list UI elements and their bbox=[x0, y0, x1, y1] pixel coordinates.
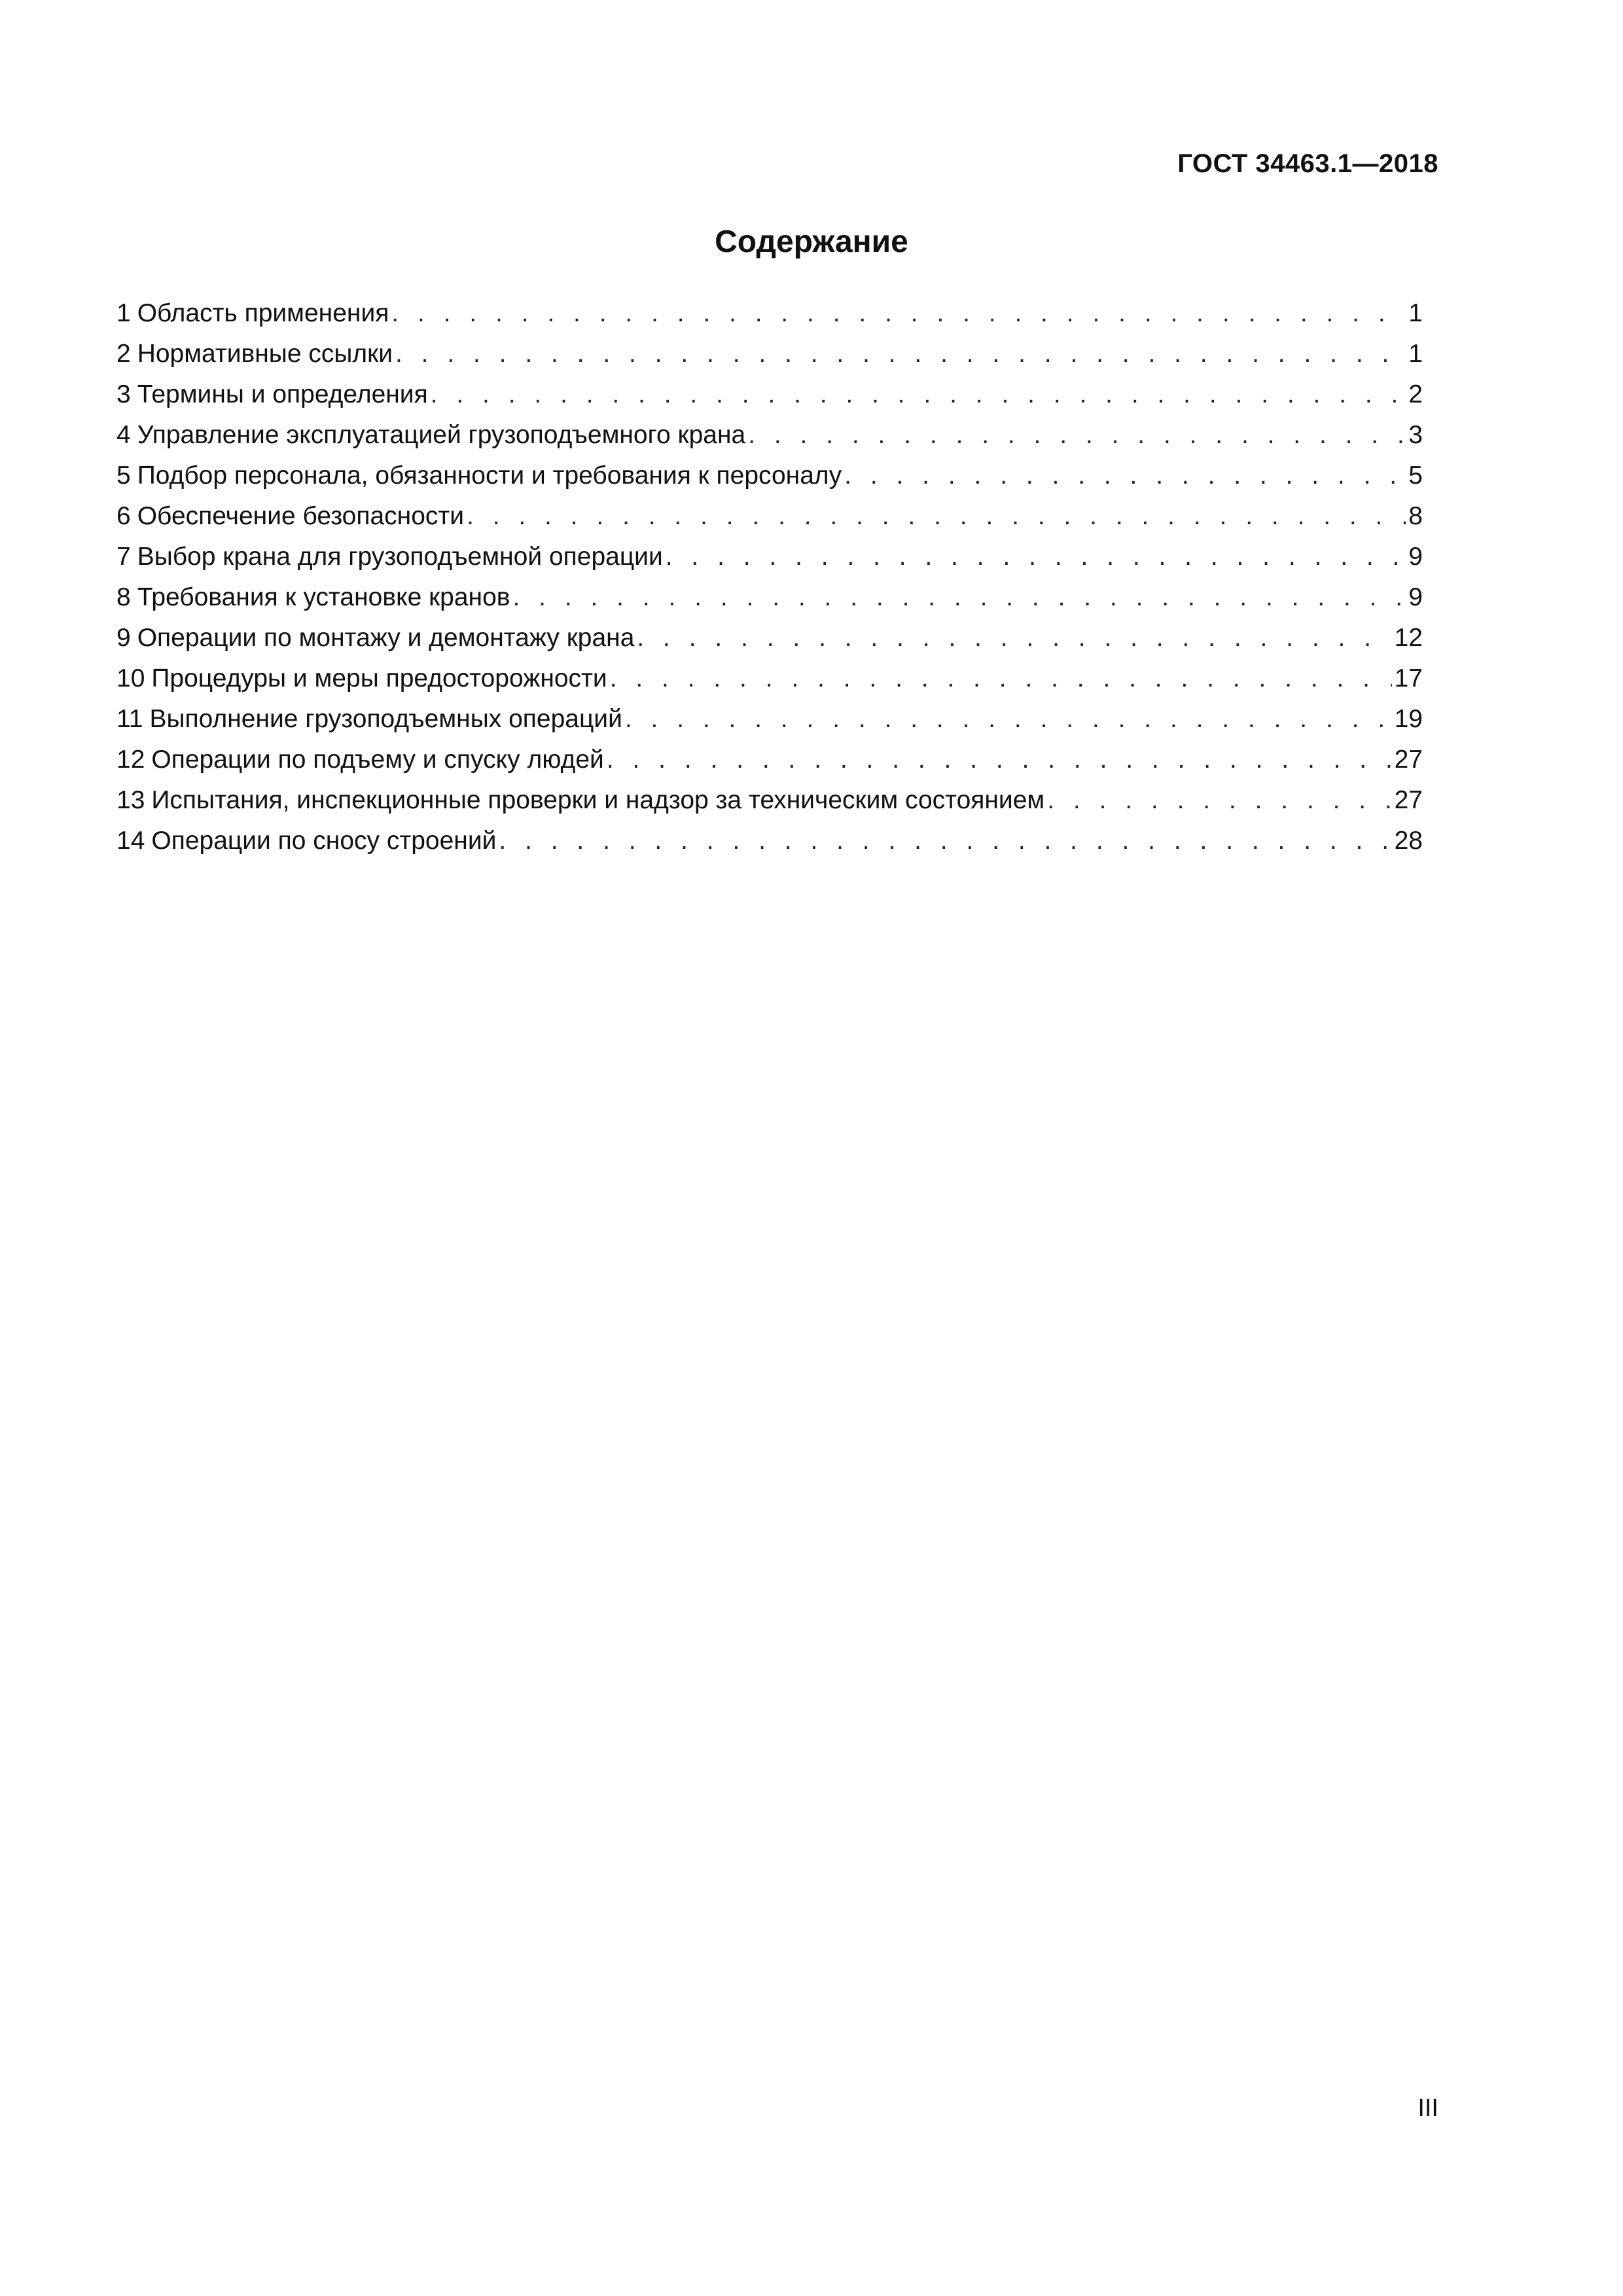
entry-label: Операции по подъему и спуску людей bbox=[151, 745, 604, 774]
contents-title: Содержание bbox=[715, 224, 908, 259]
entry-number: 4 bbox=[116, 421, 131, 449]
dot-leader bbox=[467, 496, 1406, 537]
dot-leader bbox=[499, 821, 1391, 861]
entry-page: 9 bbox=[1408, 583, 1423, 611]
entry-page: 19 bbox=[1394, 705, 1423, 733]
entry-page: 8 bbox=[1408, 502, 1423, 530]
entry-number: 10 bbox=[116, 664, 145, 692]
dot-leader bbox=[431, 374, 1406, 415]
dot-leader bbox=[637, 618, 1391, 658]
dot-leader bbox=[748, 415, 1406, 456]
entry-number: 9 bbox=[116, 624, 131, 652]
contents-entry[interactable] bbox=[116, 496, 1423, 537]
dot-leader bbox=[610, 658, 1392, 699]
entry-number: 11 bbox=[116, 705, 143, 733]
entry-page: 27 bbox=[1394, 786, 1423, 814]
entry-number: 7 bbox=[116, 543, 131, 571]
contents-entry[interactable] bbox=[116, 658, 1423, 699]
contents-list bbox=[116, 293, 1423, 861]
contents-entry[interactable] bbox=[116, 537, 1423, 577]
entry-label: Выбор крана для грузоподъемной операции bbox=[137, 543, 663, 571]
entry-number: 8 bbox=[116, 583, 131, 611]
entry-label: Требования к установке кранов bbox=[137, 583, 510, 611]
entry-label: Испытания, инспекционные проверки и надзор за техническим состоянием bbox=[151, 786, 1045, 814]
page-number: III bbox=[1418, 2094, 1438, 2122]
entry-number: 5 bbox=[116, 461, 131, 490]
entry-label: Термины и определения bbox=[137, 380, 428, 408]
entry-page: 3 bbox=[1408, 421, 1423, 449]
contents-entry[interactable] bbox=[116, 334, 1423, 374]
entry-number: 14 bbox=[116, 827, 145, 855]
entry-number: 6 bbox=[116, 502, 131, 530]
entry-page: 12 bbox=[1394, 624, 1423, 652]
entry-label: Операции по сносу строений bbox=[151, 827, 497, 855]
entry-label: Обеспечение безопасности bbox=[137, 502, 465, 530]
entry-page: 5 bbox=[1408, 461, 1423, 490]
contents-entry[interactable] bbox=[116, 293, 1423, 334]
entry-page: 1 bbox=[1408, 299, 1423, 327]
entry-number: 2 bbox=[116, 340, 131, 368]
entry-label: Подбор персонала, обязанности и требования к персоналу bbox=[137, 461, 842, 490]
dot-leader bbox=[625, 699, 1392, 740]
entry-number: 1 bbox=[116, 299, 131, 327]
entry-page: 9 bbox=[1408, 543, 1423, 571]
entry-page: 2 bbox=[1408, 380, 1423, 408]
entry-number: 12 bbox=[116, 745, 145, 774]
entry-page: 28 bbox=[1394, 827, 1423, 855]
entry-label: Процедуры и меры предосторожности bbox=[151, 664, 607, 692]
entry-number: 3 bbox=[116, 380, 131, 408]
contents-entry[interactable] bbox=[116, 618, 1423, 658]
entry-page: 27 bbox=[1394, 745, 1423, 774]
entry-page: 17 bbox=[1394, 664, 1423, 692]
entry-label: Нормативные ссылки bbox=[137, 340, 393, 368]
entry-page: 1 bbox=[1408, 340, 1423, 368]
dot-leader bbox=[395, 334, 1406, 374]
dot-leader bbox=[1047, 780, 1391, 821]
contents-entry[interactable] bbox=[116, 577, 1423, 618]
dot-leader bbox=[666, 537, 1406, 577]
entry-label: Выполнение грузоподъемных операций bbox=[149, 705, 622, 733]
contents-entry[interactable] bbox=[116, 821, 1423, 861]
entry-label: Управление эксплуатацией грузоподъемного крана bbox=[137, 421, 746, 449]
contents-entry[interactable] bbox=[116, 699, 1423, 740]
contents-entry[interactable] bbox=[116, 415, 1423, 456]
entry-label: Область применения bbox=[137, 299, 389, 327]
contents-entry[interactable] bbox=[116, 740, 1423, 780]
dot-leader bbox=[513, 577, 1406, 618]
contents-entry[interactable] bbox=[116, 374, 1423, 415]
dot-leader bbox=[607, 740, 1392, 780]
contents-entry[interactable] bbox=[116, 456, 1423, 496]
document-code: ГОСТ 34463.1—2018 bbox=[1177, 149, 1438, 178]
contents-entry[interactable] bbox=[116, 780, 1423, 821]
dot-leader bbox=[844, 456, 1406, 496]
entry-label: Операции по монтажу и демонтажу крана bbox=[137, 624, 635, 652]
dot-leader bbox=[391, 293, 1406, 334]
entry-number: 13 bbox=[116, 786, 145, 814]
